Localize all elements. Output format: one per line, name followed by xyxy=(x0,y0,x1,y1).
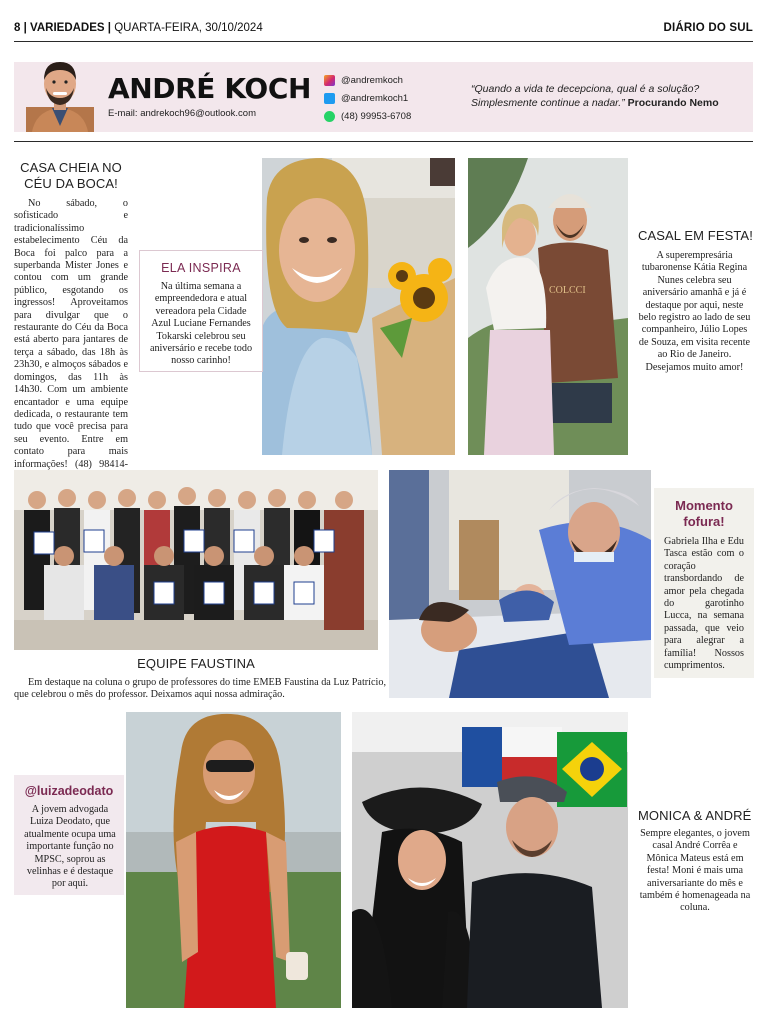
section-name: VARIEDADES xyxy=(30,22,105,34)
shirt-text: COLCCI xyxy=(549,285,586,296)
newspaper-name: DIÁRIO DO SUL xyxy=(663,22,753,34)
twitter-handle: @andremkoch1 xyxy=(341,92,409,104)
twitter-icon xyxy=(324,93,335,104)
momento-fofura-title: Momento fofura! xyxy=(675,498,733,529)
whatsapp-link[interactable] xyxy=(324,107,464,125)
photo-teachers-group xyxy=(14,470,378,650)
momento-fofura-box xyxy=(654,488,754,678)
photo-woman-red-dress xyxy=(126,712,341,1008)
casal-em-festa-text: A superempresária tubaronense Kátia Regina Nunes celebra seu aniversário amanhã e já é destaque por aqui, neste belo registro ao lado de seu companheiro, Júlio Lopes de Souza, em visita recente ao Rio de Janeiro. Desejamos muito amor! xyxy=(638,250,751,373)
momento-fofura-text: Gabriela Ilha e Edu Tasca estão com o coração transbordando de amor pela chegada do garotinho Lucca, na semana passada, que veio para alegrar a família! Nossos cumprimentos. xyxy=(664,536,744,672)
photo-newborn-hospital xyxy=(389,470,651,698)
photo-monica-andre xyxy=(352,712,628,1008)
equipe-faustina-text xyxy=(14,677,386,702)
page-header-bar xyxy=(14,22,753,40)
photo-couple-mountain xyxy=(468,158,628,455)
columnist-header xyxy=(14,62,753,132)
whatsapp-number: (48) 99953-6708 xyxy=(341,110,412,122)
luiza-title: @luizadeodato xyxy=(24,784,114,798)
issue-date: QUARTA-FEIRA, 30/10/2024 xyxy=(114,22,263,34)
quote-text: “Quando a vida te decepciona, qual é a solução? Simplesmente continue a nadar.” xyxy=(471,83,700,109)
photo-sunflowers-selfie xyxy=(262,158,455,455)
casa-cheia-paragraph: No sábado, o sofisticado e tradicionalíssimo estabelecimento Céu da Boca foi palco para a superbanda Mister Jones e contou com um grande público, esgotando os ingressos! Aproveitamos para divulgar que o restaurante do Céu da Boca está aberto para jantares de terça a sábado, das 18h às 23h30, e almoços sábados e domingos, das 11h às 14h30. Com um ambiente encantador e uma equipe dedicada, o restaurante tem tudo que você precisa para seu evento. Entre em contato para mais informações! (48) 98414- xyxy=(14,198,128,470)
equipe-faustina-paragraph: Em destaque na coluna o grupo de professores do time EMEB Faustina da Luz Patrício, que celebrou o mês do professor. Deixamos aqui nossa admiração. xyxy=(14,677,386,701)
ela-inspira-title: ELA INSPIRA xyxy=(161,261,241,275)
top-rule xyxy=(14,41,753,42)
columnist-name: ANDRÉ KOCH xyxy=(108,72,312,105)
header-left: 8 | VARIEDADES | QUARTA-FEIRA, 30/10/2024 xyxy=(14,22,263,34)
instagram-icon xyxy=(324,75,335,86)
luiza-text: A jovem advogada Luiza Deodato, que atualmente ocupa uma importante função no MPSC, soprou as velinhas e é destaque por aqui. xyxy=(24,804,116,890)
instagram-link[interactable] xyxy=(324,71,464,89)
columnist-avatar xyxy=(26,52,94,132)
quote-author: Procurando Nemo xyxy=(627,97,719,109)
ela-inspira-text: Na última semana a empreendedora e atual vereadora pela Cidade Azul Luciane Fernandes Tokarski celebrou seu aniversário e recebe todo nosso carinho! xyxy=(149,281,253,367)
twitter-link[interactable] xyxy=(324,89,464,107)
luiza-box xyxy=(14,775,124,895)
page-number: 8 xyxy=(14,22,21,34)
ela-inspira-box xyxy=(139,250,263,372)
casa-cheia-title: CASA CHEIA NO CÉU DA BOCA! xyxy=(20,160,122,191)
whatsapp-icon xyxy=(324,111,335,122)
columnist-email[interactable]: E-mail: andrekoch96@outlook.com xyxy=(108,108,256,119)
casal-em-festa-title: CASAL EM FESTA! xyxy=(638,228,753,243)
monica-andre-title: MONICA & ANDRÉ xyxy=(638,808,752,823)
equipe-faustina-title: EQUIPE FAUSTINA xyxy=(137,656,255,671)
monica-andre-text: Sempre elegantes, o jovem casal André Corrêa e Mônica Mateus está em festa! Moni é mais uma aniversariante do mês e também é homenageada na coluna. xyxy=(639,828,751,914)
casa-cheia-text xyxy=(14,198,128,483)
social-links xyxy=(324,71,464,125)
header-rule xyxy=(14,141,753,142)
instagram-handle: @andremkoch xyxy=(341,74,403,86)
header-quote xyxy=(471,82,751,110)
